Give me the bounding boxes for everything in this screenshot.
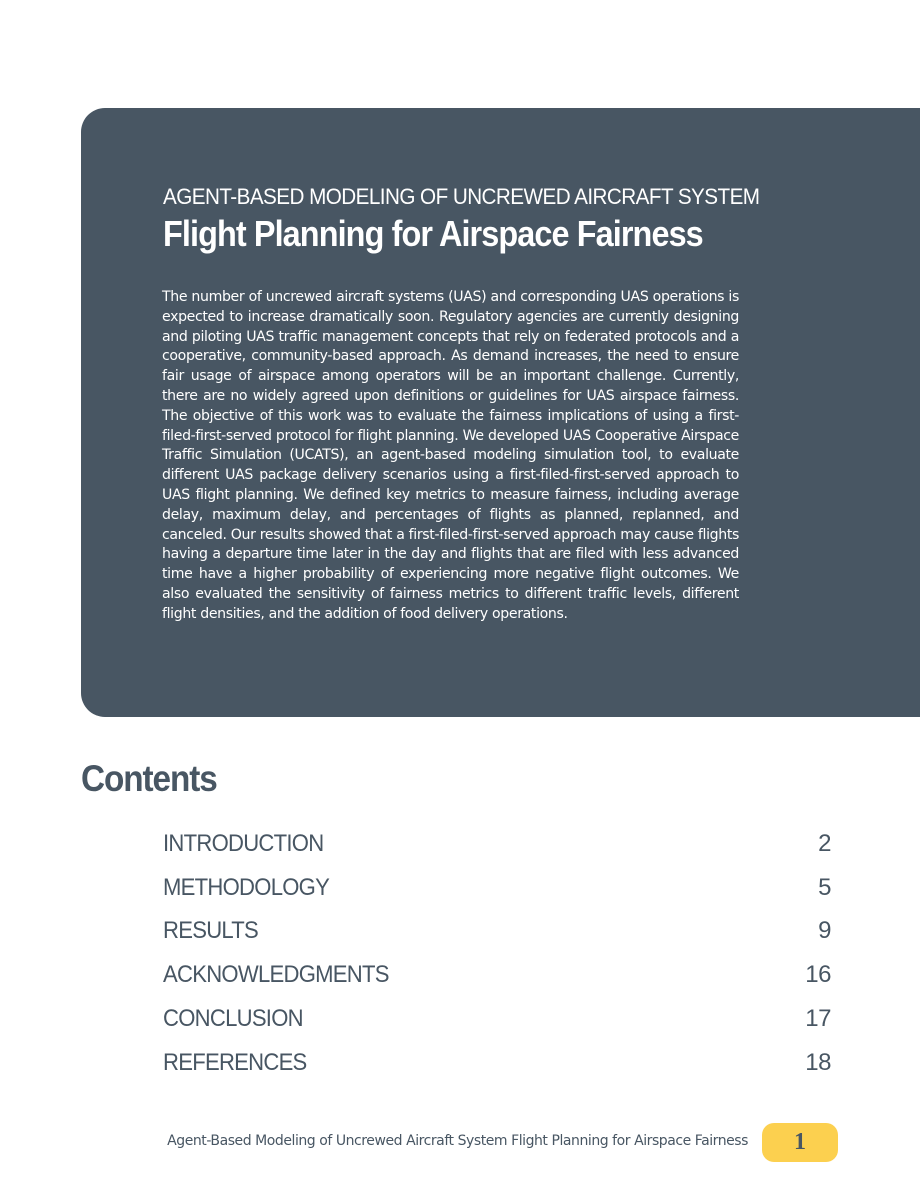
toc-item-label: ACKNOWLEDGMENTS [163, 961, 389, 989]
toc-item-page: 5 [818, 873, 831, 901]
toc-item-page: 16 [805, 961, 831, 989]
footer-running-title: Agent-Based Modeling of Uncrewed Aircraft System Flight Planning for Airspace Fairness [167, 1133, 748, 1149]
title-kicker: AGENT-BASED MODELING OF UNCREWED AIRCRAFT SYSTEM [163, 184, 760, 209]
abstract-text: The number of uncrewed aircraft systems (UAS) and corresponding UAS operations is expected to increase dramatically soon. Regulatory agencies are currently designing and piloting UAS traffic management concepts that rely on federated protocols and a cooperative, community-based approach. As demand increases, the need to ensure fair usage of airspace among operators will be an important challenge. Currently, there are no widely agreed upon definitions or guidelines for UAS airspace fairness. The objective of this work was to evaluate the fairness implications of using a first-filed-first-served protocol for flight planning. We developed UAS Cooperative Airspace Traffic Simulation (UCATS), an agent-based modeling simulation tool, to evaluate different UAS package delivery scenarios using a first-filed-first-served approach to UAS flight planning. We defined key metrics to measure fairness, including average delay, maximum delay, and percentages of flights as planned, replanned, and canceled. Our results showed that a first-filed-first-served approach may cause flights having a departure time later in the day and flights that are filed with less advanced time have a higher probability of experiencing more negative flight outcomes. We also evaluated the sensitivity of fairness metrics to different traffic levels, different flight densities, and the addition of food delivery operations. [162, 289, 739, 622]
page-number-badge: 1 [762, 1123, 838, 1162]
contents-heading: Contents [81, 758, 217, 799]
toc-item-page: 17 [805, 1005, 831, 1033]
toc-item-page: 18 [805, 1048, 831, 1076]
toc-item-page: 9 [818, 917, 831, 945]
toc-item-label: REFERENCES [163, 1048, 307, 1076]
toc-item-introduction[interactable] [163, 822, 831, 866]
toc-item-conclusion[interactable] [163, 997, 831, 1041]
toc-item-label: RESULTS [163, 917, 259, 945]
toc-item-label: CONCLUSION [163, 1005, 303, 1033]
toc-item-label: METHODOLOGY [163, 873, 330, 901]
toc-item-results[interactable] [163, 910, 831, 954]
page-title: Flight Planning for Airspace Fairness [163, 213, 703, 254]
toc-item-label: INTRODUCTION [163, 829, 324, 857]
toc-item-acknowledgments[interactable] [163, 953, 831, 997]
toc-item-methodology[interactable] [163, 866, 831, 910]
table-of-contents [163, 822, 831, 1085]
toc-item-references[interactable] [163, 1041, 831, 1085]
toc-item-page: 2 [818, 829, 831, 857]
